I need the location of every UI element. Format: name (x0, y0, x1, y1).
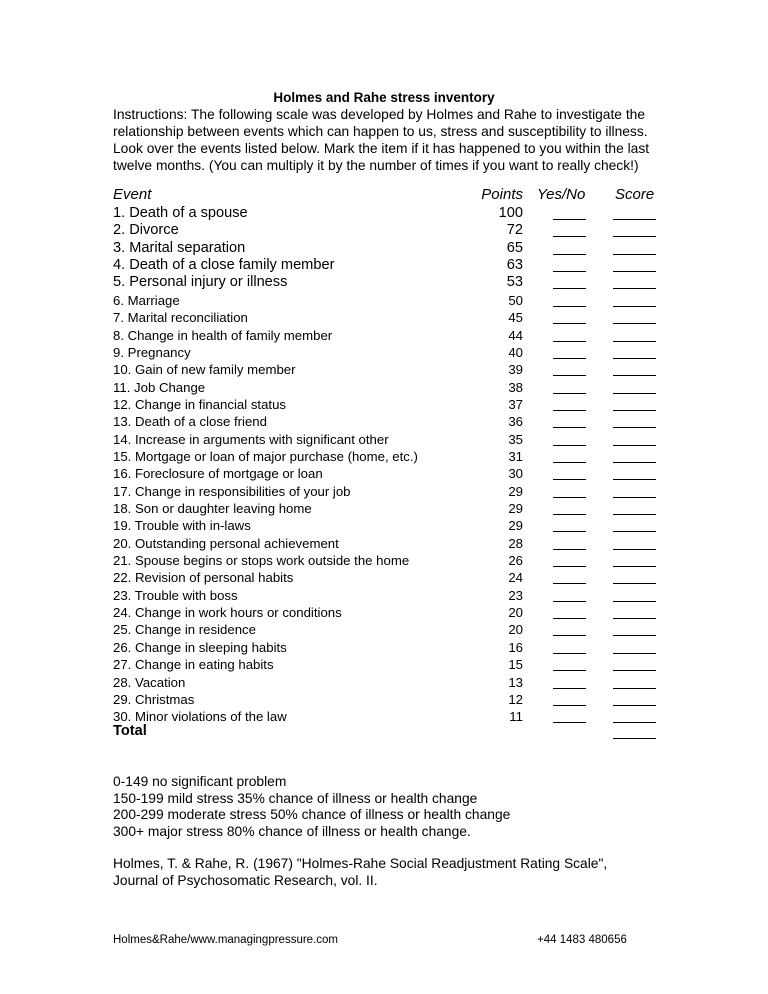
score-blank[interactable] (613, 358, 656, 359)
footer-website: Holmes&Rahe/www.managingpressure.com (113, 934, 338, 946)
table-row (113, 552, 658, 569)
table-row (113, 621, 658, 638)
document-title: Holmes and Rahe stress inventory (273, 90, 495, 105)
event-label: 28. Vacation (113, 674, 186, 690)
event-label: 2. Divorce (113, 222, 179, 239)
table-row (113, 413, 658, 430)
score-blank[interactable] (613, 219, 656, 220)
event-label: 21. Spouse begins or stops work outside the home (113, 553, 410, 568)
yesno-blank[interactable] (553, 479, 586, 480)
event-points: 44 (508, 327, 523, 343)
score-blank[interactable] (613, 271, 656, 272)
table-row (113, 257, 658, 274)
score-blank[interactable] (613, 479, 656, 480)
yesno-blank[interactable] (553, 462, 586, 463)
event-points: 15 (508, 657, 523, 673)
table-row (113, 222, 658, 239)
instructions-text: Instructions: The following scale was developed by Holmes and Rahe to investigate the relationship between events which can happen to us, stress and susceptibility to illness. Look over the events listed below. Mark the item if it has happened to you within the last twelve months. (You can multiply it by the number of times if you want to really check!) (113, 107, 650, 173)
event-points: 37 (508, 396, 523, 412)
yesno-blank[interactable] (553, 271, 586, 272)
event-points: 12 (508, 691, 523, 707)
event-points: 30 (508, 466, 523, 482)
event-points: 29 (508, 483, 523, 499)
score-blank[interactable] (613, 410, 656, 411)
event-points: 100 (498, 205, 523, 221)
score-blank[interactable] (613, 323, 656, 324)
event-points: 38 (508, 379, 523, 395)
yesno-blank[interactable] (553, 323, 586, 324)
event-points: 50 (508, 292, 523, 308)
table-row (113, 587, 658, 604)
yesno-blank[interactable] (553, 393, 586, 394)
event-points: 39 (508, 362, 523, 378)
scale-line: 300+ major stress 80% chance of illness or health change. (113, 823, 471, 839)
event-label: 16. Foreclosure of mortgage or loan (113, 466, 323, 482)
event-label: 22. Revision of personal habits (113, 570, 294, 586)
score-blank[interactable] (613, 583, 656, 584)
event-label: 12. Change in financial status (113, 396, 287, 412)
yesno-blank[interactable] (553, 497, 586, 498)
score-blank[interactable] (613, 236, 656, 237)
event-label: 9. Pregnancy (113, 344, 191, 360)
table-row (113, 361, 658, 378)
event-label: 23. Trouble with boss (113, 587, 238, 603)
event-points: 72 (506, 222, 523, 239)
event-points: 29 (508, 518, 523, 534)
yesno-blank[interactable] (553, 306, 586, 307)
event-points: 11 (509, 709, 523, 725)
table-header (113, 186, 658, 203)
table-row (113, 674, 658, 691)
event-label: 24. Change in work hours or conditions (113, 605, 342, 620)
yesno-blank[interactable] (553, 288, 586, 289)
table-row (113, 309, 658, 326)
yesno-blank[interactable] (553, 341, 586, 342)
scale-line: 150-199 mild stress 35% chance of illness or health change (113, 790, 478, 806)
scale-line: 200-299 moderate stress 50% chance of illness or health change (113, 807, 511, 822)
yesno-blank[interactable] (553, 549, 586, 550)
yesno-blank[interactable] (553, 566, 586, 567)
total-score-blank[interactable] (613, 738, 656, 739)
table-row (113, 240, 658, 257)
event-label: 8. Change in health of family member (113, 327, 333, 343)
event-points: 35 (508, 431, 523, 447)
yesno-blank[interactable] (553, 514, 586, 515)
event-label: 3. Marital separation (113, 239, 246, 256)
score-blank[interactable] (613, 688, 656, 689)
table-row (113, 465, 658, 482)
score-blank[interactable] (613, 445, 656, 446)
yesno-blank[interactable] (553, 601, 586, 602)
table-row (113, 344, 658, 361)
header-yesno: Yes/No (537, 186, 586, 203)
yesno-blank[interactable] (553, 583, 586, 584)
footer-phone: +44 1483 480656 (537, 934, 627, 946)
score-blank[interactable] (613, 306, 656, 307)
event-label: 17. Change in responsibilities of your job (113, 483, 351, 499)
table-row (113, 604, 658, 621)
event-points: 13 (508, 674, 523, 690)
yesno-blank[interactable] (553, 635, 586, 636)
event-points: 40 (508, 344, 523, 360)
event-points: 63 (506, 257, 523, 274)
score-blank[interactable] (613, 531, 656, 532)
event-label: 25. Change in residence (113, 622, 256, 638)
event-label: 18. Son or daughter leaving home (113, 501, 312, 516)
reference-line: Holmes, T. & Rahe, R. (1967) "Holmes-Rahe Social Readjustment Rating Scale", (113, 856, 608, 871)
table-row (113, 691, 658, 708)
event-label: 29. Christmas (113, 691, 195, 707)
score-blank[interactable] (613, 653, 656, 654)
yesno-blank[interactable] (553, 236, 586, 237)
score-blank[interactable] (613, 670, 656, 671)
score-blank[interactable] (613, 427, 656, 428)
score-blank[interactable] (613, 375, 656, 376)
table-row (113, 448, 658, 465)
yesno-blank[interactable] (553, 445, 586, 446)
table-row (113, 535, 658, 552)
event-points: 31 (508, 448, 523, 464)
score-blank[interactable] (613, 341, 656, 342)
event-points: 53 (506, 274, 523, 291)
event-points: 45 (508, 310, 523, 326)
event-label: 19. Trouble with in-laws (113, 518, 251, 534)
event-points: 28 (508, 535, 523, 551)
event-label: 10. Gain of new family member (113, 362, 296, 378)
table-row (113, 292, 658, 309)
yesno-blank[interactable] (553, 653, 586, 654)
event-label: 14. Increase in arguments with significant other (113, 431, 389, 447)
score-blank[interactable] (613, 566, 656, 567)
score-blank[interactable] (613, 618, 656, 619)
header-event: Event (113, 186, 152, 203)
event-label: 20. Outstanding personal achievement (113, 535, 339, 551)
reference (113, 856, 607, 889)
yesno-blank[interactable] (553, 531, 586, 532)
event-points: 65 (506, 239, 523, 256)
event-label: 13. Death of a close friend (113, 414, 267, 430)
event-points: 36 (508, 414, 523, 430)
table-row (113, 205, 658, 222)
yesno-blank[interactable] (553, 358, 586, 359)
table-row (113, 327, 658, 344)
scale-line: 0-149 no significant problem (113, 774, 287, 789)
yesno-blank[interactable] (553, 219, 586, 220)
event-points: 20 (508, 622, 523, 638)
score-blank[interactable] (613, 497, 656, 498)
score-blank[interactable] (613, 462, 656, 463)
yesno-blank[interactable] (553, 618, 586, 619)
table-row (113, 483, 658, 500)
event-label: 30. Minor violations of the law (113, 709, 287, 725)
yesno-blank[interactable] (553, 410, 586, 411)
table-row (113, 656, 658, 673)
header-score: Score (615, 186, 655, 203)
yesno-blank[interactable] (553, 254, 586, 255)
header-points: Points (481, 186, 523, 203)
table-row (113, 431, 658, 448)
score-blank[interactable] (613, 549, 656, 550)
score-blank[interactable] (613, 601, 656, 602)
event-label: 27. Change in eating habits (113, 657, 274, 673)
event-points: 23 (508, 587, 523, 603)
score-blank[interactable] (613, 635, 656, 636)
event-points: 24 (508, 570, 523, 586)
table-row (113, 396, 658, 413)
event-label: 26. Change in sleeping habits (113, 639, 287, 655)
event-label: 4. Death of a close family member (113, 257, 335, 274)
yesno-blank[interactable] (553, 670, 586, 671)
event-label: 15. Mortgage or loan of major purchase (home, etc.) (113, 448, 418, 464)
table-row (113, 500, 658, 517)
event-label: 5. Personal injury or illness (113, 274, 288, 291)
score-blank[interactable] (613, 254, 656, 255)
score-blank[interactable] (613, 705, 656, 706)
event-label: 6. Marriage (113, 292, 180, 308)
yesno-blank[interactable] (553, 688, 586, 689)
table-row (113, 517, 658, 534)
total-row (113, 723, 658, 741)
table-row (113, 639, 658, 656)
table-row (113, 379, 658, 396)
score-blank[interactable] (613, 514, 656, 515)
yesno-blank[interactable] (553, 705, 586, 706)
event-points: 29 (508, 501, 523, 516)
table-row (113, 274, 658, 291)
event-points: 16 (508, 639, 523, 655)
reference-line: Journal of Psychosomatic Research, vol. II. (113, 872, 378, 888)
yesno-blank[interactable] (553, 427, 586, 428)
table-row (113, 569, 658, 586)
yesno-blank[interactable] (553, 375, 586, 376)
event-points: 20 (508, 605, 523, 620)
scoring-scale (113, 774, 510, 840)
total-label: Total (113, 723, 147, 739)
score-blank[interactable] (613, 393, 656, 394)
event-points: 26 (508, 553, 523, 568)
event-label: 7. Marital reconciliation (113, 310, 248, 326)
event-label: 11. Job Change (113, 379, 206, 395)
event-label: 1. Death of a spouse (113, 205, 248, 221)
score-blank[interactable] (613, 288, 656, 289)
